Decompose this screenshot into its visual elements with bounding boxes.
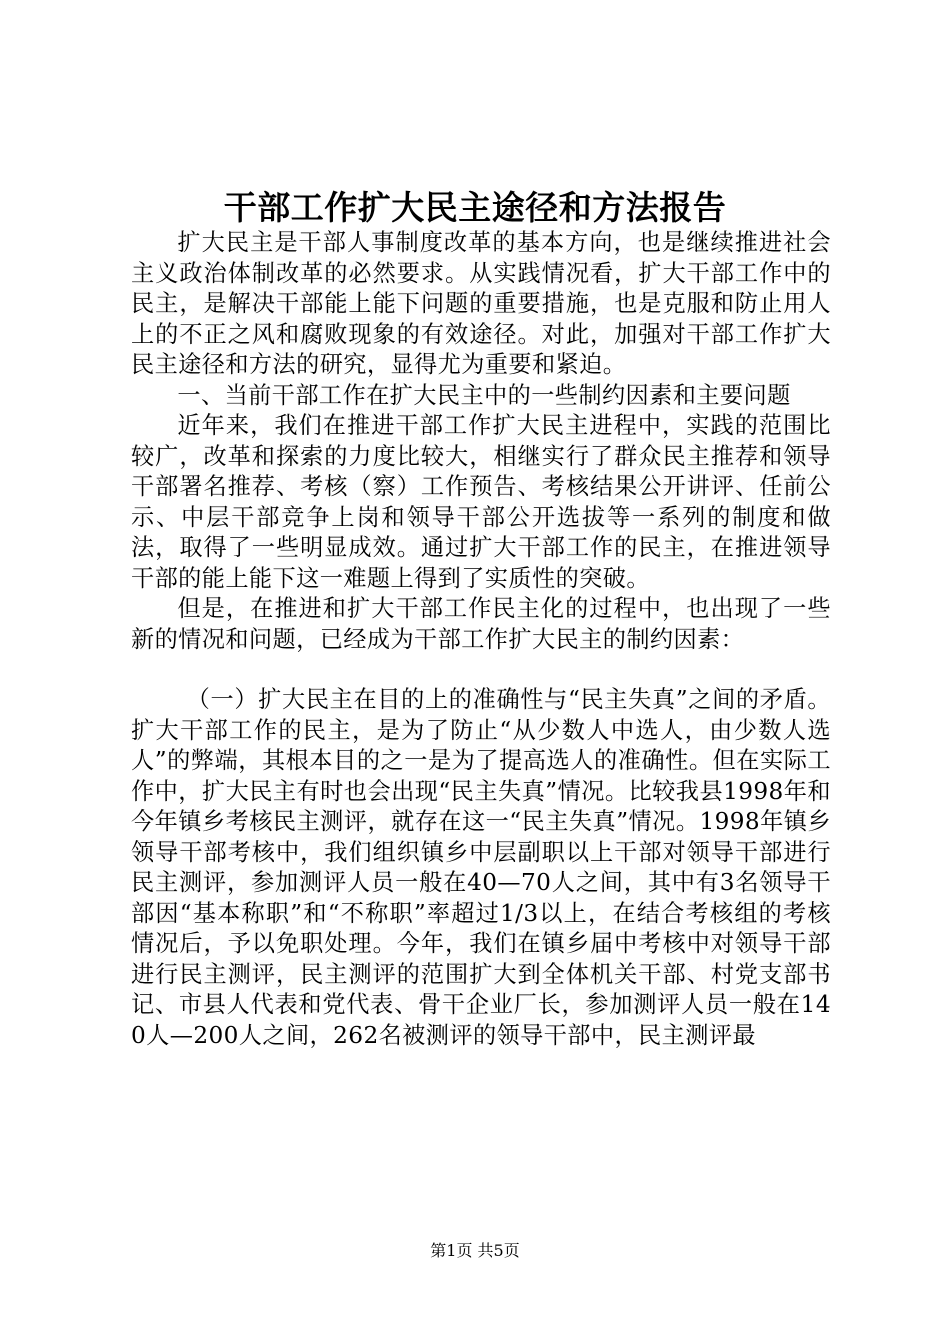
paragraph-subsection-one: （一）扩大民主在目的上的准确性与“民主失真”之间的矛盾。扩大干部工作的民主，是为了防止“从少数人中选人，由少数人选人”的弊端，其根本目的之一是为了提高选人的准确性。但在实际工作中，扩大民主有时也会出现“民主失真”情况。比较我县1998年和今年镇乡考核民主测评，就存在这一“民主失真”情况。1998年镇乡领导干部考核中，我们组织镇乡中层副职以上干部对领导干部进行民主测评，参加测评人员一般在40—70人之间，其中有3名领导干部因“基本称职”和“不称职”率超过1/3以上，在结合考核组的考核情况后，予以免职处理。今年，我们在镇乡届中考核中对领导干部进行民主测评，民主测评的范围扩大到全体机关干部、村党支部书记、市县人代表和党代表、骨干企业厂长，参加测评人员一般在140人—200人之间，262名被测评的领导干部中，民主测评最 [131,686,831,1049]
paragraph-intro: 扩大民主是干部人事制度改革的基本方向，也是继续推进社会主义政治体制改革的必然要求。从实践情况看，扩大干部工作中的民主，是解决干部能上能下问题的重要措施，也是克服和防止用人上的不正之风和腐败现象的有效途径。对此，加强对干部工作扩大民主途径和方法的研究，显得尤为重要和紧迫。 [131,229,831,378]
paragraph-problems-intro: 但是，在推进和扩大干部工作民主化的过程中，也出现了一些新的情况和问题，已经成为干部工作扩大民主的制约因素： [131,595,831,653]
document-body [131,228,831,1051]
section-heading: 一、当前干部工作在扩大民主中的一些制约因素和主要问题 [177,381,791,409]
paragraph-progress: 近年来，我们在推进干部工作扩大民主进程中，实践的范围比较广，改革和探索的力度比较大，相继实行了群众民主推荐和领导干部署名推荐、考核（察）工作预告、考核结果公开讲评、任前公示、中层干部竞争上岗和领导干部公开选拔等一系列的制度和做法，取得了一些明显成效。通过扩大干部工作的民主，在推进领导干部的能上能下这一难题上得到了实质性的突破。 [131,412,831,592]
page-footer: 第1页 共5页 [430,1241,520,1260]
document-title: 干部工作扩大民主途径和方法报告 [223,188,727,227]
